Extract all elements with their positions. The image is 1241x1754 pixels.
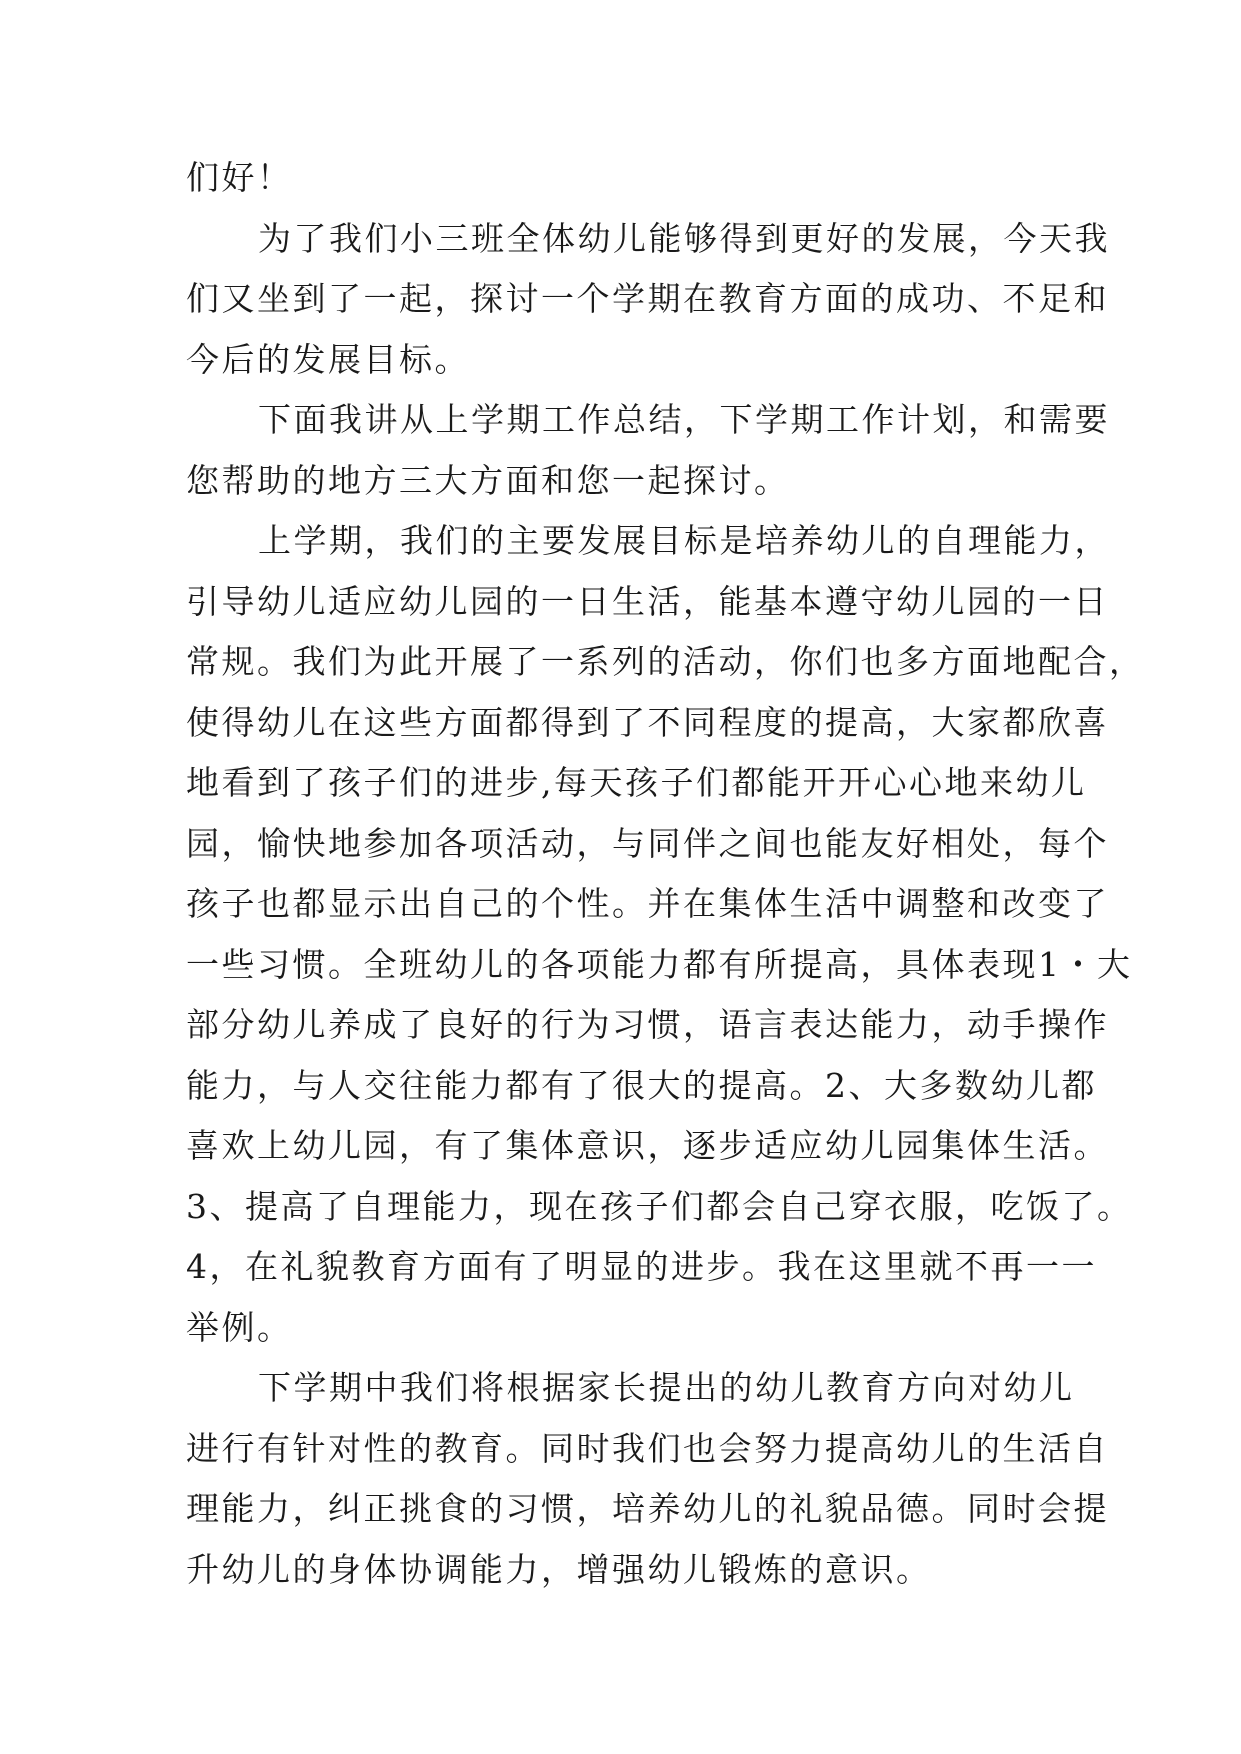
- text-line: 升幼儿的身体协调能力，增强幼儿锻炼的意识。: [186, 1549, 932, 1589]
- text-line: 喜欢上幼儿园，有了集体意识，逐步适应幼儿园集体生活。: [186, 1126, 1109, 1165]
- text-line: 举例。: [186, 1307, 293, 1347]
- text-line: 您帮助的地方三大方面和您一起探讨。: [186, 460, 790, 500]
- text-line: 园，愉快地参加各项活动，与同伴之间也能友好相处，每个: [186, 823, 1109, 863]
- paragraph-first-line: 为了我们小三班全体幼儿能够得到更好的发展，今天我: [258, 218, 1110, 258]
- text-line: 部分幼儿养成了良好的行为习惯，语言表达能力，动手操作: [186, 1005, 1109, 1044]
- text-line: 引导幼儿适应幼儿园的一日生活，能基本遵守幼儿园的一日: [186, 581, 1109, 621]
- text-line: 孩子也都显示出自己的个性。并在集体生活中调整和改变了: [186, 884, 1109, 923]
- paragraph-first-line: 下学期中我们将根据家长提出的幼儿教育方向对幼儿: [258, 1368, 1075, 1407]
- text-line: 3、提高了自理能力，现在孩子们都会自己穿衣服，吃饭了。: [186, 1186, 1133, 1226]
- text-line: 使得幼儿在这些方面都得到了不同程度的提高，大家都欣喜: [186, 702, 1109, 742]
- paragraph-first-line: 上学期，我们的主要发展目标是培养幼儿的自理能力，: [258, 521, 1110, 560]
- text-line: 一些习惯。全班幼儿的各项能力都有所提高，具体表现1・大: [186, 944, 1133, 984]
- text-line: 4，在礼貌教育方面有了明显的进步。我在这里就不再一一: [186, 1247, 1097, 1286]
- text-line: 今后的发展目标。: [186, 339, 470, 379]
- text-line: 常规。我们为此开展了一系列的活动，你们也多方面地配合，: [186, 642, 1145, 681]
- text-line: 进行有针对性的教育。同时我们也会努力提高幼儿的生活自: [186, 1428, 1109, 1468]
- document-body: [186, 148, 1145, 1600]
- text-line: 们又坐到了一起，探讨一个学期在教育方面的成功、不足和: [186, 279, 1109, 318]
- text-line: 地看到了孩子们的进步,每天孩子们都能开开心心地来幼儿: [186, 763, 1087, 802]
- paragraph-first-line: 下面我讲从上学期工作总结，下学期工作计划，和需要: [258, 400, 1110, 439]
- text-line: 们好！: [186, 158, 293, 197]
- text-line: 能力，与人交往能力都有了很大的提高。2、大多数幼儿都: [186, 1065, 1097, 1105]
- text-line: 理能力，纠正挑食的习惯，培养幼儿的礼貌品德。同时会提: [186, 1489, 1109, 1528]
